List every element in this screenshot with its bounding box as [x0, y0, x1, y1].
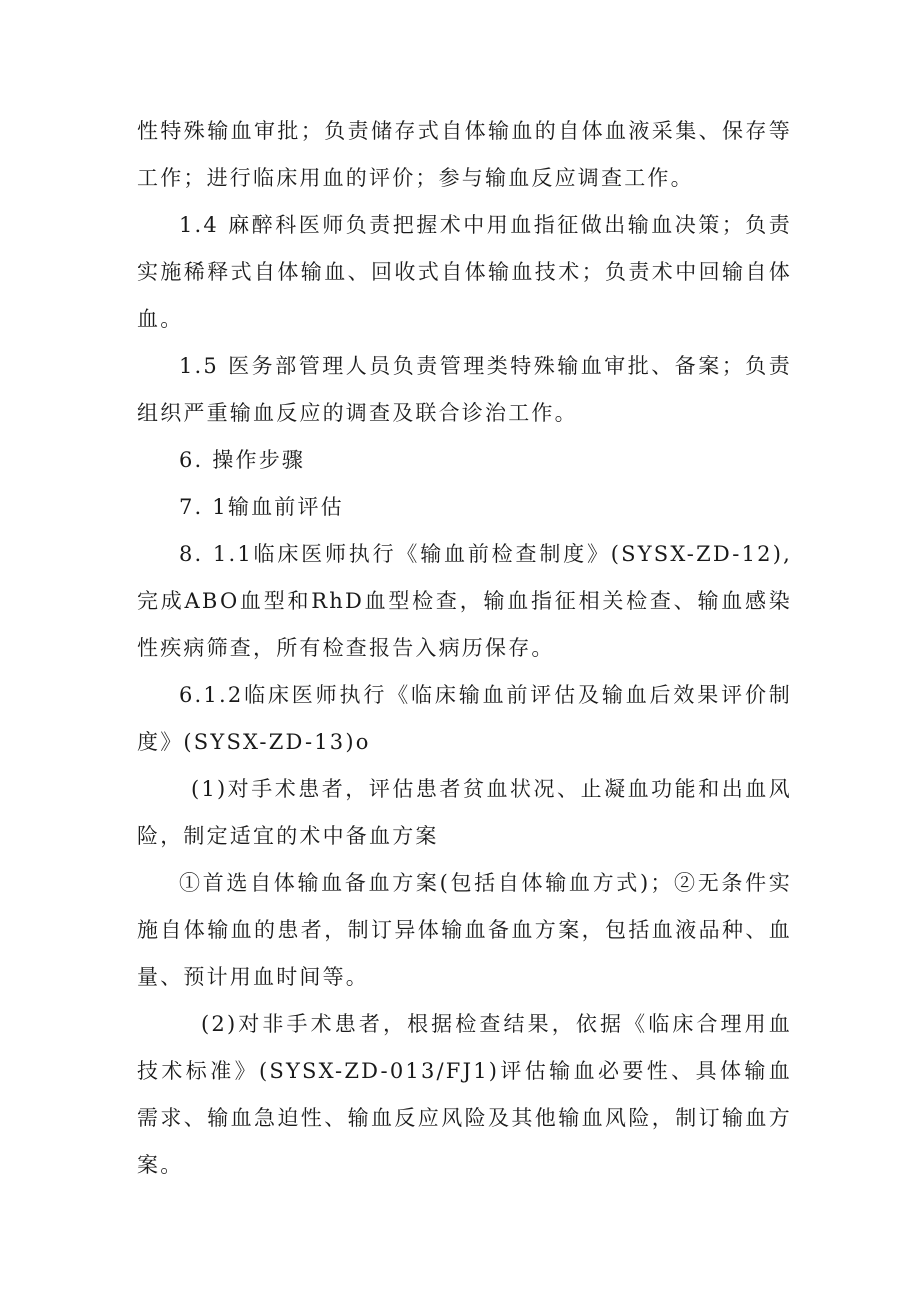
paragraph-approval-continued: 性特殊输血审批；负责储存式自体输血的自体血液采集、保存等工作；进行临床用血的评价；参与输血反应调查工作。 — [137, 119, 792, 190]
paragraph-blood-preparation-plan: ①首选自体输血备血方案(包括自体输血方式)；②无条件实施自体输血的患者，制订异体输血备血方案，包括血液品种、血量、预计用血时间等。 — [137, 871, 792, 989]
paragraph-1-4-anesthesiologist: 1.4 麻醉科医师负责把握术中用血指征做出输血决策；负责实施稀释式自体输血、回收式自体输血技术；负责术中回输自体血。 — [137, 213, 792, 331]
paragraph-non-surgical-patients: (2)对非手术患者，根据检查结果，依据《临床合理用血技术标准》(SYSX-ZD-013/FJ1)评估输血必要性、具体输血需求、输血急迫性、输血反应风险及其他输血风险，制订输血方案。 — [137, 1012, 792, 1177]
paragraph-1-1-pre-transfusion-tests: 8. 1.1临床医师执行《输血前检查制度》(SYSX-ZD-12),完成ABO血型和RhD血型检查，输血指征相关检查、输血感染性疾病筛查，所有检查报告入病历保存。 — [137, 542, 792, 660]
heading-operation-steps: 6. 操作步骤 — [179, 448, 306, 472]
paragraph-surgical-patients: (1)对手术患者，评估患者贫血状况、止凝血功能和出血风险，制定适宜的术中备血方案 — [137, 777, 792, 848]
heading-pre-transfusion-assessment: 7. 1输血前评估 — [179, 495, 344, 519]
document-body — [137, 108, 792, 1189]
paragraph-6-1-2-assessment-policy: 6.1.2临床医师执行《临床输血前评估及输血后效果评价制度》(SYSX-ZD-13)o — [137, 683, 792, 754]
paragraph-1-5-medical-affairs: 1.5 医务部管理人员负责管理类特殊输血审批、备案；负责组织严重输血反应的调查及联合诊治工作。 — [137, 354, 792, 425]
